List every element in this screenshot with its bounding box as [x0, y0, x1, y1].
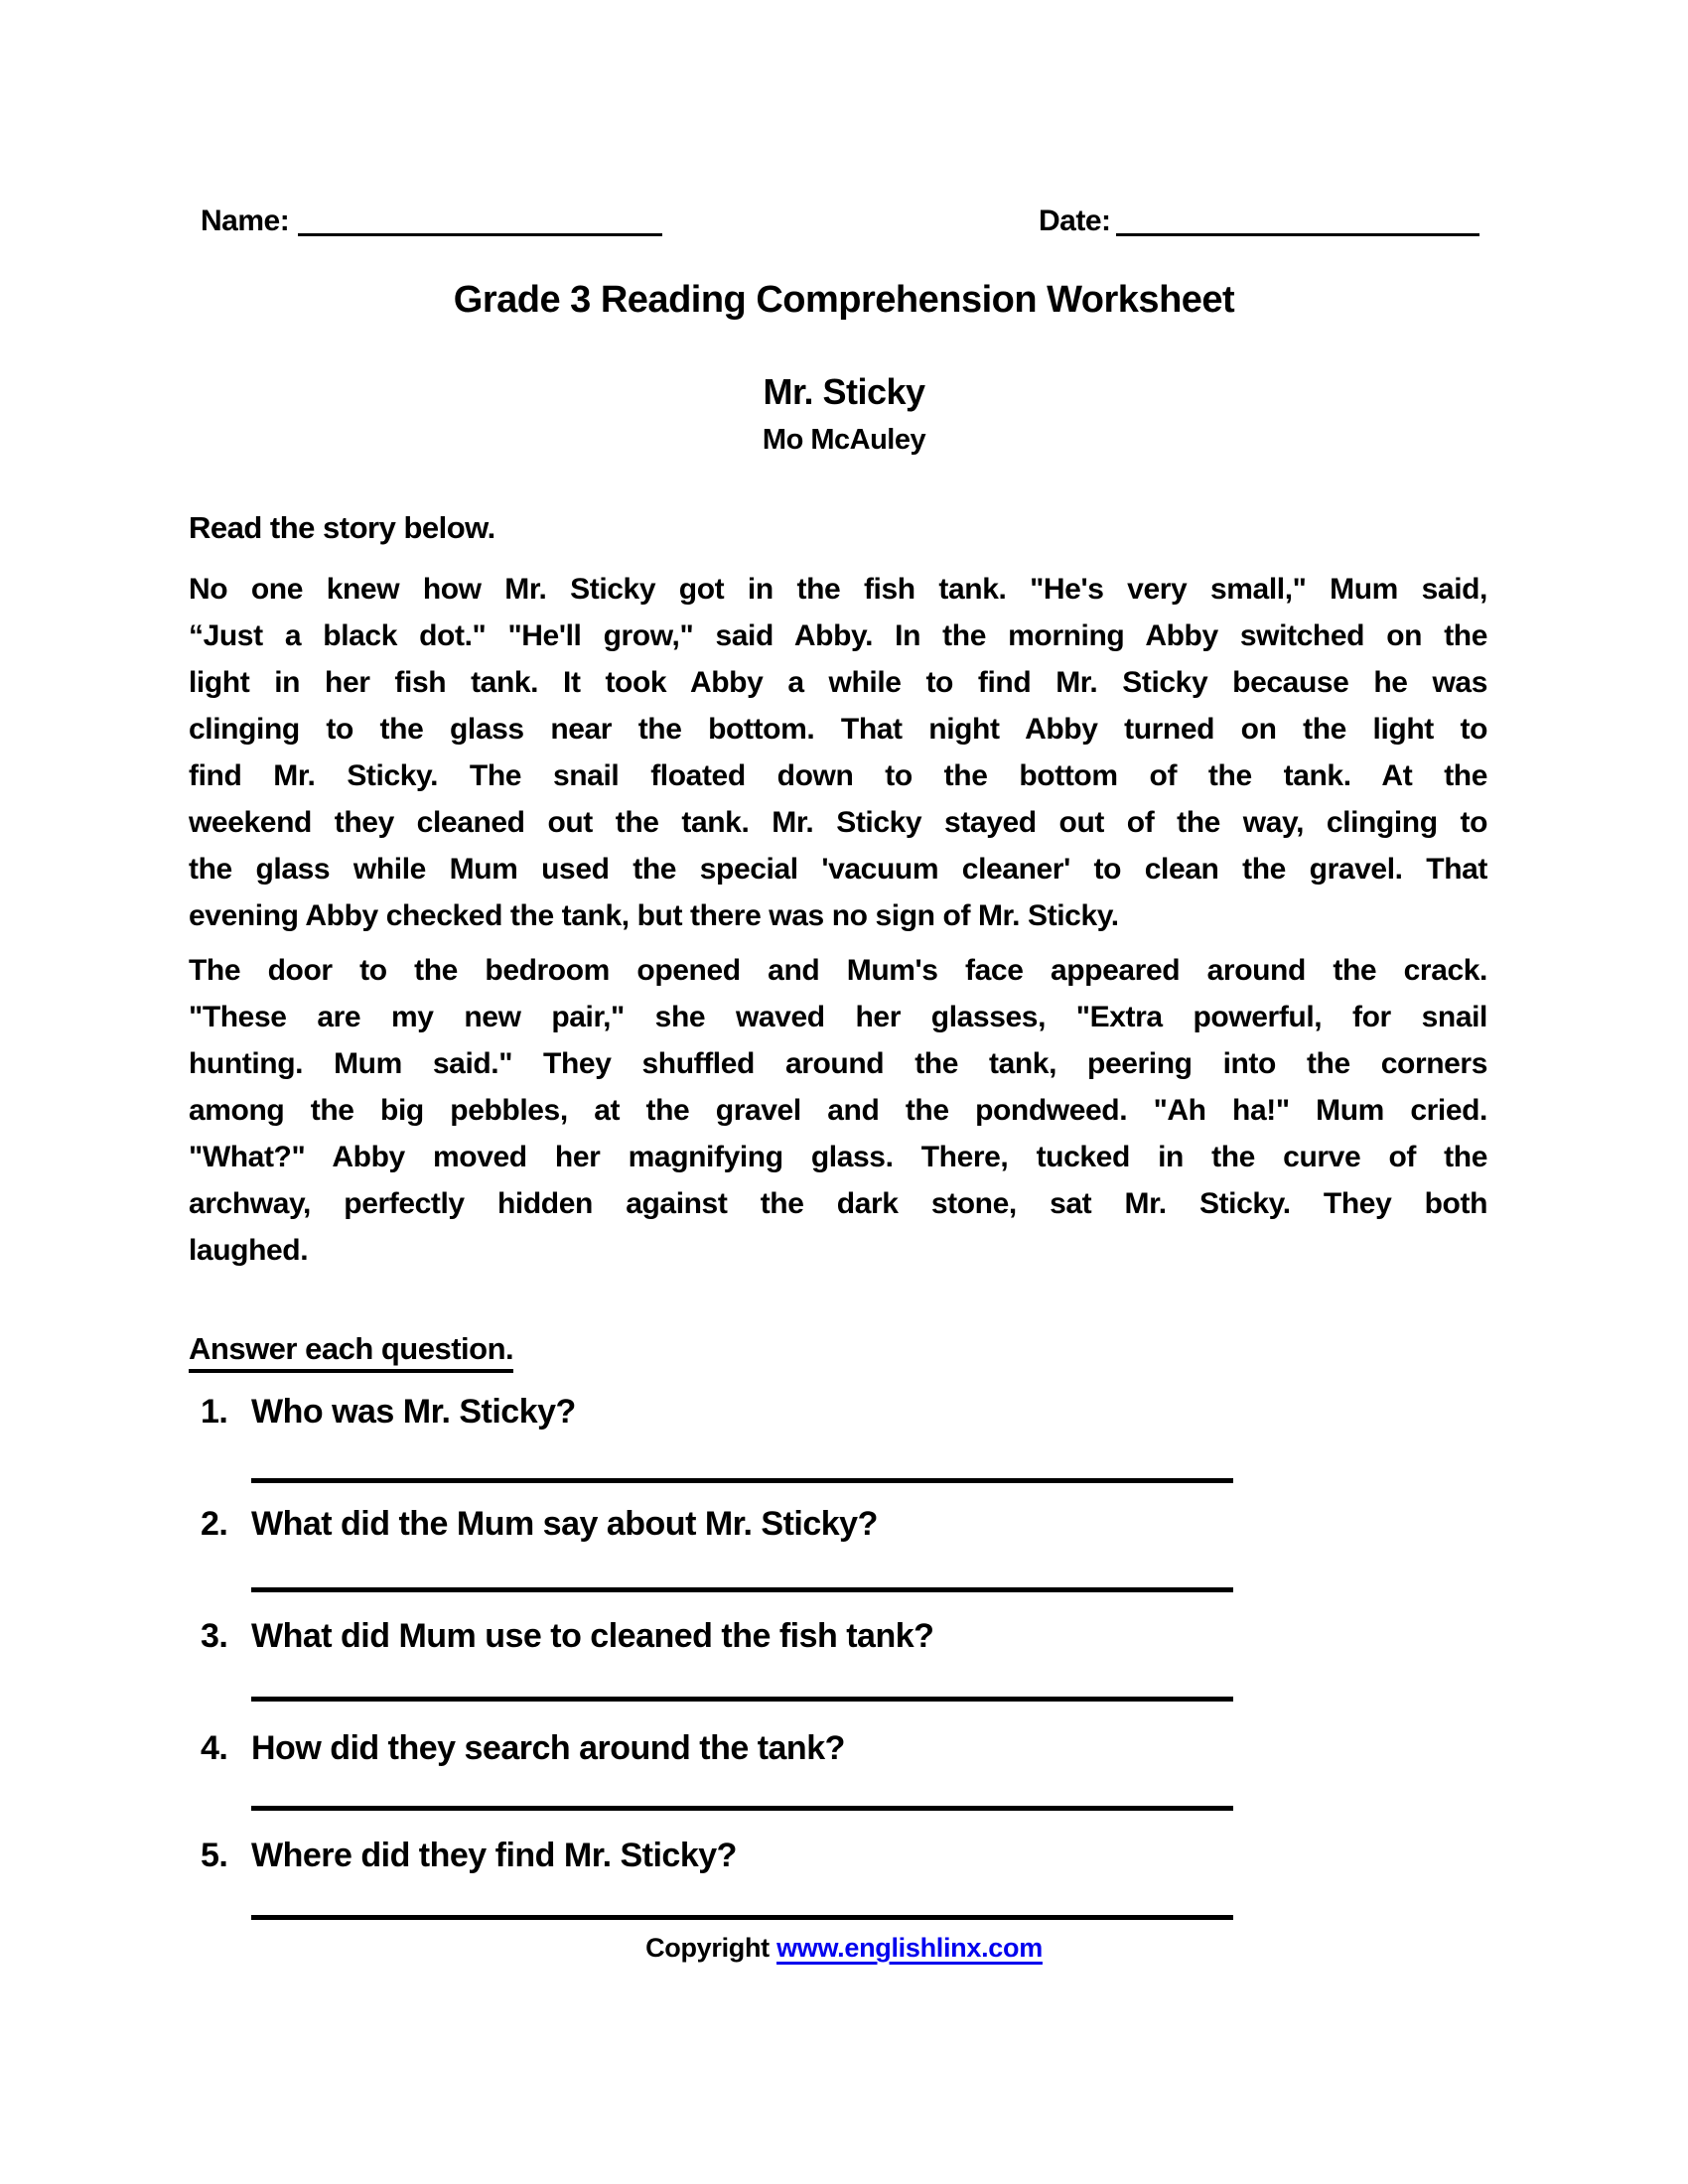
story-line: No one knew how Mr. Sticky got in the fish tank. "He's very small," Mum said,: [189, 573, 1487, 606]
answer-line: [251, 1478, 1233, 1483]
question-item-3: [201, 1617, 1491, 1656]
read-instruction: Read the story below.: [189, 510, 495, 545]
answer-line: [251, 1915, 1233, 1920]
story-line: light in her fish tank. It took Abby a while to find Mr. Sticky because he was: [189, 666, 1487, 699]
story-line: “Just a black dot." "He'll grow," said Abby. In the morning Abby switched on the: [189, 619, 1487, 652]
date-blank-line: [1116, 233, 1479, 236]
answer-line: [251, 1806, 1233, 1811]
answer-line: [251, 1587, 1233, 1592]
question-item-2: [201, 1505, 1491, 1544]
story-line: "What?" Abby moved her magnifying glass. There, tucked in the curve of the: [189, 1141, 1487, 1173]
copyright-link[interactable]: www.englishlinx.com: [776, 1933, 1043, 1963]
date-label: Date:: [1039, 205, 1111, 237]
story-line: "These are my new pair," she waved her glasses, "Extra powerful, for snail: [189, 1001, 1487, 1033]
story-line: laughed.: [189, 1234, 309, 1267]
story-line: weekend they cleaned out the tank. Mr. Sticky stayed out of the way, clinging to: [189, 806, 1487, 839]
story-line: the glass while Mum used the special 'vacuum cleaner' to clean the gravel. That: [189, 853, 1487, 886]
story-line: among the big pebbles, at the gravel and the pondweed. "Ah ha!" Mum cried.: [189, 1094, 1487, 1127]
story-body: [189, 566, 1487, 1274]
story-paragraph-1: [189, 566, 1487, 939]
footer: [0, 1933, 1688, 1964]
worksheet-title: Grade 3 Reading Comprehension Worksheet: [453, 279, 1235, 321]
question-number: 3.: [201, 1617, 228, 1655]
question-item-5: [201, 1837, 1491, 1875]
question-number: 5.: [201, 1837, 228, 1874]
story-line: clinging to the glass near the bottom. That night Abby turned on the light to: [189, 713, 1487, 746]
question-text: What did Mum use to cleaned the fish tank?: [251, 1617, 934, 1655]
story-paragraph-2: [189, 947, 1487, 1274]
story-line: evening Abby checked the tank, but there was no sign of Mr. Sticky.: [189, 899, 1119, 932]
question-text: How did they search around the tank?: [251, 1729, 845, 1767]
question-number: 2.: [201, 1505, 228, 1543]
question-text: Where did they find Mr. Sticky?: [251, 1837, 737, 1874]
name-blank-line: [298, 233, 662, 236]
story-author: Mo McAuley: [762, 424, 926, 456]
question-item-4: [201, 1729, 1491, 1768]
story-line: archway, perfectly hidden against the dark stone, sat Mr. Sticky. They both: [189, 1187, 1487, 1220]
name-label: Name:: [201, 205, 290, 237]
question-item-1: [201, 1393, 1491, 1432]
story-title: Mr. Sticky: [763, 371, 925, 412]
story-line: find Mr. Sticky. The snail floated down to the bottom of the tank. At the: [189, 759, 1487, 792]
question-number: 1.: [201, 1393, 228, 1431]
answer-instruction-wrap: [189, 1331, 513, 1367]
question-text: Who was Mr. Sticky?: [251, 1393, 576, 1431]
question-number: 4.: [201, 1729, 228, 1767]
answer-line: [251, 1697, 1233, 1702]
answer-instruction: Answer each question.: [189, 1331, 513, 1373]
copyright-label: Copyright: [645, 1933, 770, 1963]
question-text: What did the Mum say about Mr. Sticky?: [251, 1505, 878, 1543]
story-line: hunting. Mum said." They shuffled around the tank, peering into the corners: [189, 1047, 1487, 1080]
story-line: The door to the bedroom opened and Mum's face appeared around the crack.: [189, 954, 1487, 987]
